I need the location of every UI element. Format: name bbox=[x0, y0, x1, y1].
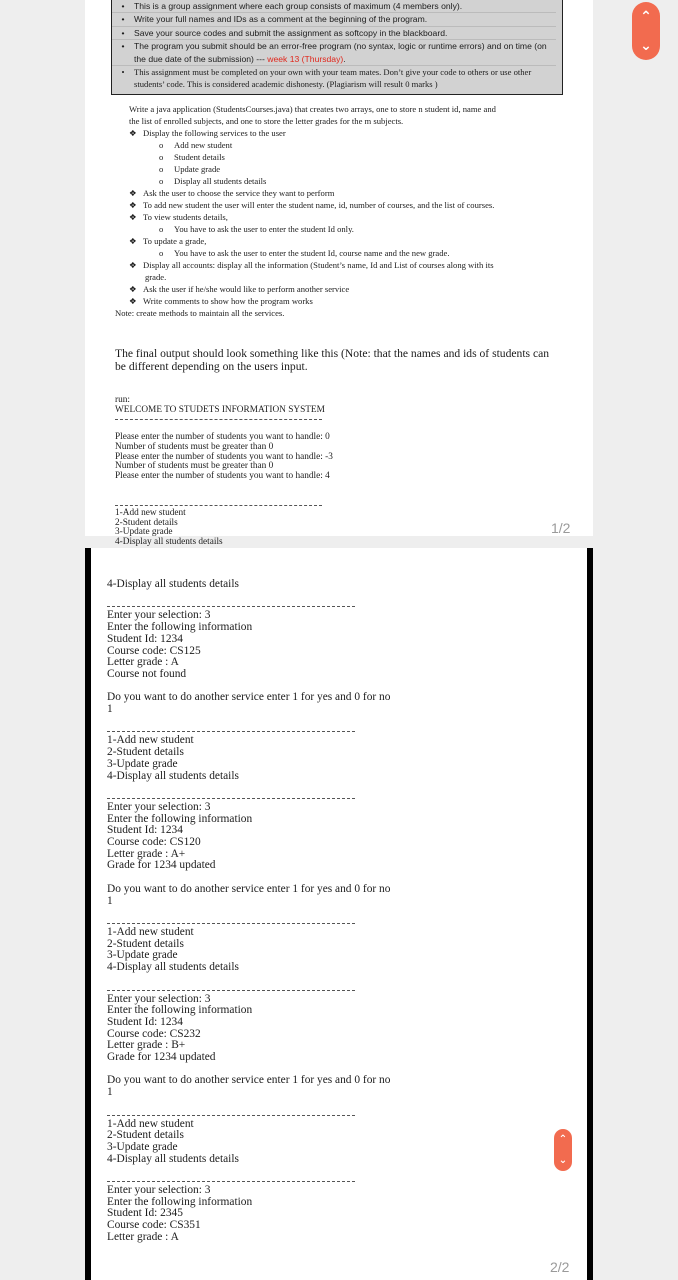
output-line: 2-Student details bbox=[107, 937, 184, 950]
sample-output-page-1 bbox=[115, 396, 333, 548]
output-line: Enter the following information bbox=[107, 621, 253, 634]
instruction-text: Add new student bbox=[174, 140, 233, 150]
instruction-text: Display the following services to the user bbox=[143, 128, 286, 138]
dashed-separator bbox=[107, 798, 355, 799]
blank-line bbox=[107, 907, 390, 919]
instruction-text: grade. bbox=[145, 272, 167, 282]
output-line: 2-Student details bbox=[115, 517, 178, 528]
output-line: Enter your selection: 3 bbox=[107, 609, 211, 622]
note-item bbox=[112, 0, 556, 12]
bullet-icon: • bbox=[121, 14, 125, 25]
output-line: 1 bbox=[107, 703, 113, 716]
dashed-separator bbox=[107, 990, 355, 991]
instruction-text: You have to ask the user to enter the student Id, course name and the new grade. bbox=[174, 248, 450, 258]
final-output-note: The final output should look something like this (Note: that the names and ids of students can be different depending on the users input. bbox=[115, 347, 550, 373]
due-date: week 13 (Thursday) bbox=[267, 53, 344, 64]
instruction-line bbox=[115, 247, 496, 259]
instruction-line bbox=[115, 259, 496, 271]
circle-bullet-icon: o bbox=[159, 176, 164, 186]
instruction-text: Student details bbox=[174, 152, 225, 162]
output-line: 1 bbox=[107, 1086, 113, 1099]
assignment-notes-box bbox=[111, 0, 563, 95]
blank-line bbox=[107, 716, 390, 728]
pdf-page-1 bbox=[85, 0, 593, 548]
output-line: Letter grade : A bbox=[107, 656, 179, 669]
output-line: Grade for 1234 updated bbox=[107, 1051, 216, 1064]
instruction-line bbox=[115, 295, 496, 307]
instruction-text: Ask the user if he/she would like to perform another service bbox=[143, 284, 350, 294]
instruction-line bbox=[115, 235, 496, 247]
output-line: 1-Add new student bbox=[107, 734, 194, 747]
output-line: 4-Display all students details bbox=[115, 537, 223, 548]
output-line: 1-Add new student bbox=[107, 925, 194, 938]
sample-output-page-2 bbox=[107, 579, 390, 1244]
note-text-main: Write your full names and IDs as a comment at the beginning of the program. bbox=[134, 14, 428, 25]
output-line: Enter your selection: 3 bbox=[107, 992, 211, 1005]
note-item bbox=[112, 12, 556, 25]
output-line: 4-Display all students details bbox=[107, 1152, 239, 1165]
output-line: 1 bbox=[107, 894, 113, 907]
note-text bbox=[134, 40, 556, 65]
output-line: 1-Add new student bbox=[115, 508, 186, 519]
output-line: 3-Update grade bbox=[115, 527, 173, 538]
dashed-separator bbox=[107, 731, 355, 732]
page-navigation-small bbox=[554, 1129, 572, 1171]
output-line: 2-Student details bbox=[107, 1129, 184, 1142]
output-line: 3-Update grade bbox=[107, 949, 178, 962]
output-line: Course code: CS120 bbox=[107, 836, 201, 849]
note-text-end: . bbox=[343, 53, 346, 64]
output-line: Grade for 1234 updated bbox=[107, 859, 216, 872]
instruction-line bbox=[115, 103, 496, 115]
instruction-line bbox=[115, 307, 496, 319]
page-navigation bbox=[632, 2, 660, 60]
pdf-page-2 bbox=[85, 548, 593, 1280]
output-line: Do you want to do another service enter 1 for yes and 0 for no bbox=[107, 1074, 391, 1087]
output-line: Please enter the number of students you want to handle: -3 bbox=[115, 451, 333, 462]
output-line: Letter grade : A bbox=[107, 1230, 179, 1243]
output-line: Course not found bbox=[107, 667, 187, 680]
page-number: 1/2 bbox=[551, 520, 571, 536]
instruction-line bbox=[115, 175, 496, 187]
output-line: Please enter the number of students you want to handle: 0 bbox=[115, 432, 330, 443]
note-text bbox=[134, 0, 556, 12]
blank-line bbox=[107, 591, 390, 603]
note-text bbox=[134, 66, 556, 91]
output-line: 3-Update grade bbox=[107, 757, 178, 770]
dashed-separator bbox=[107, 606, 355, 607]
blank-line bbox=[107, 974, 390, 986]
output-line: 1-Add new student bbox=[107, 1117, 194, 1130]
diamond-bullet-icon: ❖ bbox=[129, 212, 137, 222]
instruction-text: You have to ask the user to enter the student Id only. bbox=[174, 224, 354, 234]
output-line: Course code: CS351 bbox=[107, 1219, 201, 1232]
note-item bbox=[112, 39, 556, 65]
blank-line bbox=[107, 1165, 390, 1177]
output-line: Student Id: 1234 bbox=[107, 824, 183, 837]
dashed-separator bbox=[107, 923, 355, 924]
output-line: WELCOME TO STUDETS INFORMATION SYSTEM bbox=[115, 404, 325, 415]
output-line: run: bbox=[115, 395, 130, 405]
diamond-bullet-icon: ❖ bbox=[129, 188, 137, 198]
instruction-text: Ask the user to choose the service they want to perform bbox=[143, 188, 335, 198]
instruction-text: Note: create methods to maintain all the services. bbox=[115, 308, 285, 318]
note-item bbox=[112, 26, 556, 39]
output-line: Course code: CS125 bbox=[107, 644, 201, 657]
instruction-line bbox=[115, 199, 496, 211]
instruction-line bbox=[115, 223, 496, 235]
output-line: Do you want to do another service enter 1 for yes and 0 for no bbox=[107, 882, 391, 895]
note-text bbox=[134, 13, 556, 25]
circle-bullet-icon: o bbox=[159, 248, 164, 258]
output-line: Student Id: 2345 bbox=[107, 1207, 183, 1220]
blank-line bbox=[107, 1099, 390, 1111]
output-line: Enter the following information bbox=[107, 1004, 253, 1017]
output-line: Number of students must be greater than 0 bbox=[115, 461, 274, 472]
dashed-separator bbox=[107, 1115, 355, 1116]
instruction-text: the list of enrolled subjects, and one to store the letter grades for the m subjects. bbox=[129, 116, 404, 126]
instruction-text: Display all accounts: display all the information (Student’s name, Id and List of courses along with its bbox=[143, 260, 494, 270]
page-number: 2/2 bbox=[550, 1259, 570, 1275]
bullet-icon: • bbox=[121, 27, 125, 38]
blank-line bbox=[115, 491, 333, 501]
diamond-bullet-icon: ❖ bbox=[129, 296, 137, 306]
output-line: Course code: CS232 bbox=[107, 1027, 201, 1040]
dashed-separator bbox=[115, 505, 322, 506]
output-line: 2-Student details bbox=[107, 746, 184, 759]
note-item bbox=[112, 65, 556, 91]
instruction-text: To add new student the user will enter the student name, id, number of courses, and the list of courses. bbox=[143, 200, 495, 210]
instruction-line bbox=[115, 283, 496, 295]
chevron-down-icon[interactable]: ⌄ bbox=[558, 1154, 568, 1166]
chevron-down-icon[interactable]: ⌄ bbox=[640, 37, 652, 54]
diamond-bullet-icon: ❖ bbox=[129, 260, 137, 270]
instruction-line bbox=[115, 271, 496, 283]
output-line: Enter the following information bbox=[107, 812, 253, 825]
note-text-main: The program you submit should be an error-free program (no syntax, logic or runtime errors) and on time (on the due date of the submission) --- bbox=[134, 41, 547, 64]
diamond-bullet-icon: ❖ bbox=[129, 236, 137, 246]
output-line: Do you want to do another service enter 1 for yes and 0 for no bbox=[107, 691, 391, 704]
diamond-bullet-icon: ❖ bbox=[129, 200, 137, 210]
output-line: 3-Update grade bbox=[107, 1140, 178, 1153]
instruction-text: Write comments to show how the program works bbox=[143, 296, 313, 306]
instruction-line bbox=[115, 139, 496, 151]
output-line: Letter grade : A+ bbox=[107, 847, 186, 860]
chevron-up-icon[interactable]: ⌃ bbox=[640, 8, 652, 25]
instruction-text: Display all students details bbox=[174, 176, 267, 186]
instruction-line bbox=[115, 211, 496, 223]
dashed-separator bbox=[107, 1181, 355, 1182]
bullet-icon: • bbox=[121, 41, 125, 52]
output-line: Enter your selection: 3 bbox=[107, 1184, 211, 1197]
instruction-text: To update a grade, bbox=[143, 236, 207, 246]
note-text-main: This is a group assignment where each group consists of maximum (4 members only). bbox=[134, 1, 463, 11]
output-line: Number of students must be greater than 0 bbox=[115, 441, 274, 452]
dashed-separator bbox=[115, 419, 322, 420]
output-line: 4-Display all students details bbox=[107, 961, 239, 974]
instruction-text: Update grade bbox=[174, 164, 221, 174]
circle-bullet-icon: o bbox=[159, 164, 164, 174]
output-line: Student Id: 1234 bbox=[107, 632, 183, 645]
blank-line bbox=[107, 782, 390, 794]
output-line: Student Id: 1234 bbox=[107, 1015, 183, 1028]
note-text bbox=[134, 27, 556, 39]
instruction-line bbox=[115, 127, 496, 139]
output-line: Letter grade : B+ bbox=[107, 1039, 186, 1052]
output-line: 4-Display all students details bbox=[107, 578, 239, 590]
note-text-main: Save your source codes and submit the assignment as softcopy in the blackboard. bbox=[134, 27, 448, 38]
diamond-bullet-icon: ❖ bbox=[129, 284, 137, 294]
instruction-text: To view students details, bbox=[143, 212, 228, 222]
output-line: Enter your selection: 3 bbox=[107, 800, 211, 813]
instruction-line bbox=[115, 151, 496, 163]
bullet-icon: • bbox=[121, 1, 125, 11]
output-line: Please enter the number of students you want to handle: 4 bbox=[115, 470, 330, 481]
output-line: Enter the following information bbox=[107, 1195, 253, 1208]
blank-line bbox=[115, 482, 333, 492]
diamond-bullet-icon: ❖ bbox=[129, 128, 137, 138]
output-line: 4-Display all students details bbox=[107, 769, 239, 782]
circle-bullet-icon: o bbox=[159, 152, 164, 162]
instruction-line bbox=[115, 187, 496, 199]
circle-bullet-icon: o bbox=[159, 224, 164, 234]
instruction-line bbox=[115, 115, 496, 127]
bullet-icon: • bbox=[121, 67, 125, 78]
instruction-text: Write a java application (StudentsCourses.java) that creates two arrays, one to store n student id, name and bbox=[129, 104, 496, 114]
instruction-line bbox=[115, 163, 496, 175]
circle-bullet-icon: o bbox=[159, 140, 164, 150]
note-text-main: This assignment must be completed on your own with your team mates. Don’t give your code to others or use other students’ code. This is considered academic dishonesty. (Plagiarism will result 0 marks ) bbox=[134, 67, 532, 90]
chevron-up-icon[interactable]: ⌃ bbox=[558, 1133, 568, 1145]
assignment-instructions bbox=[115, 103, 496, 319]
